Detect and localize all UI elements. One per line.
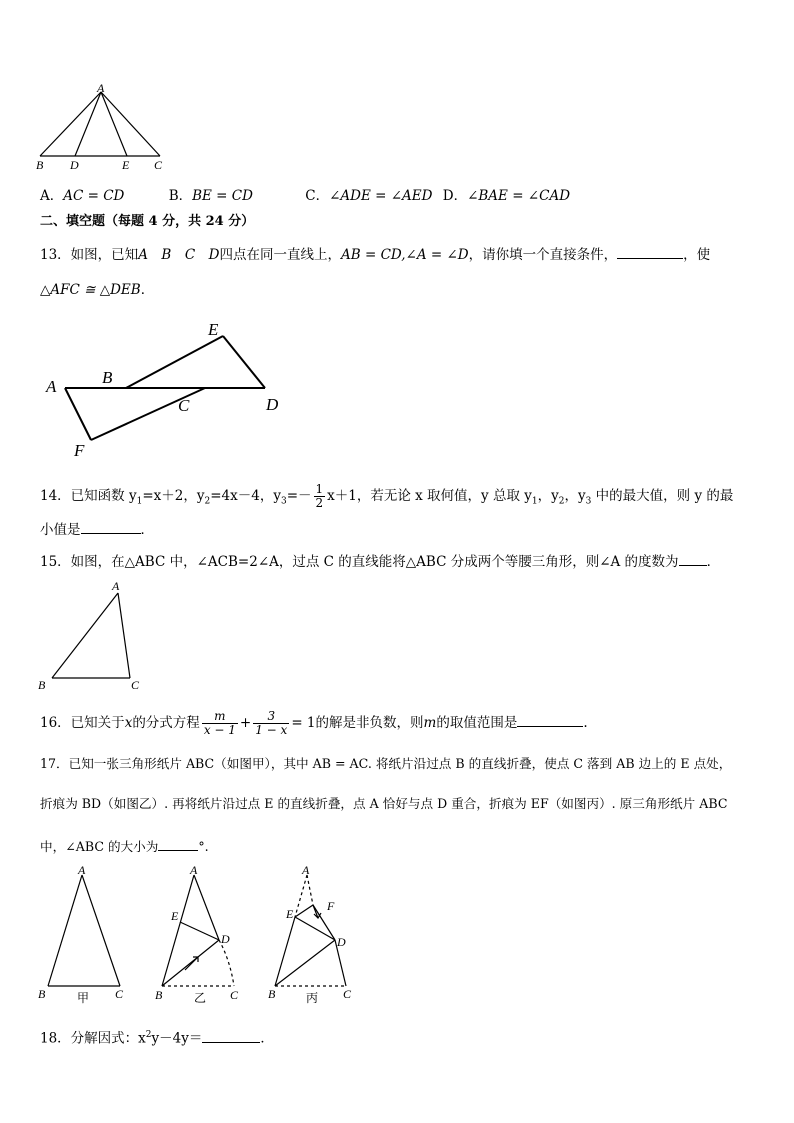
option-d[interactable]: D．∠BAE = ∠CAD xyxy=(442,188,571,204)
option-a[interactable]: A．AC = CD xyxy=(40,188,125,204)
label-F: F xyxy=(327,899,335,913)
q17-line1: 17．已知一张三角形纸片 ABC（如图甲），其中 AB = AC. 将纸片沿过点 B 的直线折叠，使点 C 落到 AB 边上的 E 点处， xyxy=(40,756,732,771)
q15-line: 15．如图，在△ABC 中，∠ACB=2∠A，过点 C 的直线能将△ABC 分成两个等腰三角形，则∠A 的度数为 ． xyxy=(40,551,720,571)
label-C: C xyxy=(343,987,352,1001)
figure-q15-triangle xyxy=(30,578,160,693)
label-B: B xyxy=(155,988,163,1002)
option-b[interactable]: B．BE = CD xyxy=(168,188,253,204)
fraction-m-over-x-minus-1: $\frac{m}{x - 1}$ xyxy=(203,709,236,737)
label-D: D xyxy=(337,935,346,949)
label-C: C xyxy=(154,158,163,172)
q13-line1: 13．如图，已知A B C D四点在同一直线上，AB = CD,∠A = ∠D，请你填一个直接条件， ，使 xyxy=(40,244,710,264)
fraction-one-half: $\frac{1}{2}$ xyxy=(315,482,324,510)
label-E: E xyxy=(171,909,179,923)
q17-line3: 中，∠ABC 的大小为 °. xyxy=(40,836,209,856)
q14-line2: 小值是 ． xyxy=(40,519,154,539)
label-A: A xyxy=(112,579,120,593)
label-A: A xyxy=(302,863,310,877)
label-D: D xyxy=(266,395,279,414)
label-B: B xyxy=(102,368,113,387)
q13-line2: △AFC ≅ △DEB． xyxy=(40,282,155,298)
answer-blank-q13[interactable] xyxy=(617,244,683,259)
figure-q12-triangle xyxy=(30,80,180,175)
q14-line1: 14．已知函数 $y_1=x+2$，$y_2=4x-4$，$y_3=-$ $\frac{1}{2}$ x＋1，若无论 x 取何值，y 总取 $y_1$，$y_2$，$y_3$ 中的最大值，则 y 的最 xyxy=(40,482,734,510)
label-A: A xyxy=(190,863,198,877)
answer-blank-q16[interactable] xyxy=(517,712,583,727)
caption-jia: 甲 xyxy=(77,991,90,1005)
q12-options xyxy=(40,187,570,205)
figure-q17-folding xyxy=(30,860,370,1010)
option-c[interactable]: C．∠ADE = ∠AED xyxy=(305,188,433,204)
answer-blank-q18[interactable] xyxy=(202,1028,260,1043)
label-E: E xyxy=(122,158,130,172)
label-F: F xyxy=(74,441,85,460)
label-B: B xyxy=(268,987,276,1001)
figure-q13-triangles xyxy=(40,316,300,462)
label-A: A xyxy=(46,377,57,396)
fraction-3-over-1-minus-x: $\frac{3}{1 - x}$ xyxy=(255,709,288,737)
caption-yi: 乙 xyxy=(194,991,207,1005)
answer-blank-q14[interactable] xyxy=(81,519,141,534)
label-A: A xyxy=(97,81,105,95)
label-B: B xyxy=(38,987,46,1001)
label-B: B xyxy=(38,678,46,692)
label-E: E xyxy=(286,907,294,921)
label-D: D xyxy=(221,932,230,946)
label-C: C xyxy=(131,678,140,692)
label-E: E xyxy=(208,320,219,339)
section-title: 二、填空题（每题 4 分，共 24 分） xyxy=(40,214,255,229)
label-C: C xyxy=(115,987,124,1001)
label-C: C xyxy=(230,988,239,1002)
label-C: C xyxy=(178,396,190,415)
q18-line: 18．分解因式：$x^2y-4y=$ ． xyxy=(40,1026,274,1048)
label-B: B xyxy=(36,158,44,172)
answer-blank-q17[interactable] xyxy=(158,836,198,851)
answer-blank-q15[interactable] xyxy=(679,551,707,566)
q16-line: 16．已知关于x的分式方程 $\frac{m}{x - 1}$ + $\frac{3}{1 - x}$ = 1的解是非负数，则m的取值范围是 . xyxy=(40,709,588,737)
q17-line2: 折痕为 BD（如图乙）. 再将纸片沿过点 E 的直线折叠，点 A 恰好与点 D 重合，折痕为 EF（如图丙）. 原三角形纸片 ABC xyxy=(40,796,728,811)
caption-bing: 丙 xyxy=(306,991,319,1005)
label-A: A xyxy=(78,863,86,877)
label-D: D xyxy=(70,158,79,172)
